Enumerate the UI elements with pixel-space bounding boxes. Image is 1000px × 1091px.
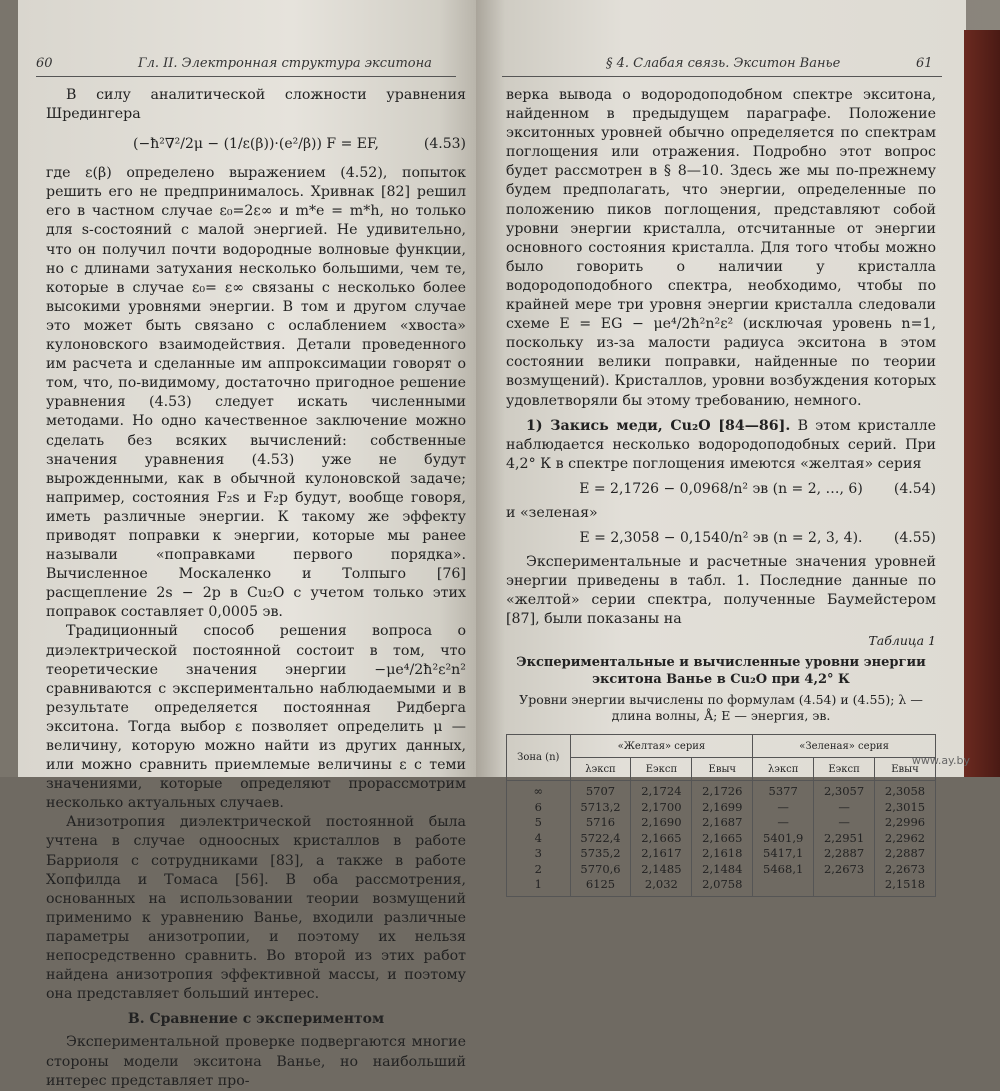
table-cell: 5	[534, 815, 542, 830]
table-cell: 2,1617	[641, 846, 682, 861]
header-e-calc: Eвыч	[692, 758, 753, 781]
table-cell: 5401,9	[763, 830, 804, 845]
zone-column	[507, 781, 571, 897]
table-header-row	[507, 735, 936, 758]
watermark: www.ay.by	[911, 754, 970, 767]
right-page	[476, 0, 966, 892]
energy-levels-table	[506, 734, 936, 897]
header-yellow-series: «Желтая» серия	[570, 735, 753, 758]
table-cell: 2,3015	[884, 799, 926, 814]
left-page	[18, 0, 476, 1089]
table-cell: 5716	[585, 815, 616, 830]
table-cell: 2,1700	[641, 799, 682, 814]
table-label: Таблица 1	[868, 633, 936, 649]
table-cell: 2,1690	[641, 815, 682, 830]
yellow-e-exp-column	[631, 781, 692, 897]
table-cell: 2,2996	[884, 815, 926, 830]
paragraph: Анизотропия диэлектрической постоянной была учтена в случае одноосных кристаллов в работе Барриоля с сотрудниками [83], а также в работе Хопфилда и Томаса [56]. В оба рассмотрения, основанных на использовании теории возмущений применимо к уравнению Ванье, входили различные параметры анизотропии, и поэтому их нельзя непосредственно сравнить. Во второй из этих работ найдена анизотропия эффективной массы, и поэтому она представляет больший интерес.	[46, 814, 466, 1003]
table-cell: 3	[534, 846, 542, 861]
running-head: § 4. Слабая связь. Экситон Ванье	[606, 56, 841, 71]
header-zone: Зона (n)	[507, 735, 571, 781]
right-body	[506, 86, 936, 629]
equation-number: (4.53)	[423, 136, 466, 153]
equation-text: (−ħ²∇²/2μ − (1/ε(β))·(e²/β)) F = EF,	[133, 136, 379, 153]
equation-4-53	[46, 124, 466, 164]
table-cell: 5735,2	[580, 846, 621, 861]
table-cell: ∞	[533, 784, 544, 799]
paragraph-text: В этом кристалле наблюдается несколько водородоподобных серий. При 4,2° К в спектре поглощения имеются «желтая» серия	[506, 417, 936, 472]
table-cell: 1	[534, 877, 542, 892]
paragraph: В силу аналитической сложности уравнения Шредингера	[46, 87, 466, 123]
green-e-calc-column	[875, 781, 936, 897]
green-lambda-column	[753, 781, 814, 897]
table-cell: —	[777, 815, 789, 830]
table-cell: 5468,1	[763, 861, 804, 876]
table-cell: 5722,4	[580, 830, 621, 845]
section-heading: В. Сравнение с экспериментом	[127, 1011, 385, 1028]
header-green-series: «Зеленая» серия	[753, 735, 936, 758]
equation-number: (4.54)	[893, 480, 936, 497]
equation-text: E = 2,3058 − 0,1540/n² эв (n = 2, 3, 4).	[579, 529, 863, 546]
table-subtitle: Уровни энергии вычислены по формулам (4.54) и (4.55); λ — длина волны, Å; E — энергия, эв.	[519, 692, 923, 724]
table-cell: 2,1665	[641, 830, 682, 845]
table-cell	[756, 877, 810, 893]
table-cell: 2	[534, 861, 542, 876]
table-cell: 2,3058	[884, 784, 926, 799]
table-cell: 2,1485	[641, 861, 682, 876]
table-cell: 2,032	[644, 877, 678, 892]
page-number: 61	[916, 56, 933, 71]
table-cell: 2,1484	[702, 861, 743, 876]
table-cell: 6125	[585, 877, 616, 892]
table-cell: 5713,2	[580, 799, 621, 814]
header-rule	[502, 76, 942, 77]
table-cell: 2,1518	[884, 877, 926, 892]
table-cell: 2,2673	[884, 861, 926, 876]
table-cell: 2,2962	[884, 830, 926, 845]
table-cell: 2,1726	[702, 784, 743, 799]
header-lambda: λэксп	[753, 758, 814, 781]
left-body	[46, 86, 466, 1091]
table-cell: 5417,1	[763, 846, 804, 861]
table-cell: 2,1687	[702, 815, 743, 830]
equation-number: (4.55)	[893, 529, 936, 546]
equation-4-54	[506, 474, 936, 504]
table-cell: 4	[534, 830, 542, 845]
header-e-exp: Eэксп	[814, 758, 875, 781]
running-head: Гл. II. Электронная структура экситона	[138, 56, 432, 71]
table-title: Экспериментальные и вычисленные уровни энергии экситона Ванье в Cu₂O при 4,2° К	[516, 655, 926, 688]
header-e-exp: Eэксп	[631, 758, 692, 781]
table-cell: 2,0758	[702, 877, 743, 892]
paragraph: и «зеленая»	[506, 504, 598, 521]
table-cell: —	[777, 799, 789, 814]
table-cell: —	[838, 799, 850, 814]
paragraph	[506, 417, 936, 474]
table-cell: 2,3057	[823, 784, 865, 799]
equation-4-55	[506, 523, 936, 553]
table-cell: 2,1699	[702, 799, 743, 814]
table-body-row	[507, 781, 936, 897]
paragraph: Экспериментальные и расчетные значения уровней энергии приведены в табл. 1. Последние данные по «желтой» серии спектра, полученные Баумейстером [87], были показаны на	[506, 553, 936, 628]
book-cover-edge	[964, 30, 1000, 777]
table-cell: 2,1665	[702, 830, 743, 845]
header-lambda: λэксп	[570, 758, 631, 781]
subsection-title: 1) Закись меди, Cu₂O [84—86].	[526, 417, 791, 434]
table-cell	[817, 877, 871, 893]
table-cell: 6	[534, 799, 542, 814]
table-cell: 2,2887	[884, 846, 926, 861]
table-cell: —	[838, 815, 850, 830]
paragraph: Традиционный способ решения вопроса о диэлектрической постоянной состоит в том, что теоретические значения энергии −μe⁴/2ħ²ε²n² сравниваются с экспериментально наблюдаемыми и в результате определяется постоянная Ридберга экситона. Тогда выбор ε позволяет определить μ — величину, которую можно найти из других данных, или можно сравнить приемлемые величины ε с теми значениями, которые определяют прорассмотрим несколько актуальных случаев.	[46, 623, 466, 812]
yellow-e-calc-column	[692, 781, 753, 897]
table-cell: 5377	[768, 784, 798, 799]
paragraph: верка вывода о водородоподобном спектре экситона, найденном в предыдущем параграфе. Положение экситонных уровней обычно определяется по спектрам поглощения или отражения. Подробно этот вопрос будет рассмотрен в § 8—10. Здесь же мы по-прежнему будем предполагать, что энергии, определенные по положению пиков поглощения, представляют собой уровни энергии кристалла, отсчитанные от энергии основного состояния кристалла. Для того чтобы можно было говорить о наличии у кристалла водородоподобного спектра, необходимо, чтобы по крайней мере три уровня энергии кристалла следовали схеме E = EG − μe⁴/2ħ²n²ε² (исключая уровень n=1, поскольку из-за малости радиуса экситона в этом состоянии велики поправки, найденные по теории возмущений). Кристаллов, уровни возбуждения которых удовлетворяли бы этому требованию, немного.	[506, 87, 936, 409]
header-rule	[36, 76, 456, 77]
table-cell: 2,2887	[823, 846, 865, 861]
paragraph: Экспериментальной проверке подвергаются многие стороны модели экситона Ванье, но наибольший интерес представляет про-	[46, 1034, 466, 1089]
table-subheader-row	[507, 758, 936, 781]
table-cell: 2,1724	[641, 784, 682, 799]
table-cell: 2,2673	[823, 861, 865, 876]
paragraph: где ε(β) определено выражением (4.52), попыток решить его не предпринималось. Хривнак [82] решил его в частном случае ε₀=2ε∞ и m*e = m*h, но только для s-состояний с малой энергией. Не удивительно, что он получил почти водородные волновые функции, но с длинами затухания несколько большими, чем те, которые в случае ε₀= ε∞ связаны с несколько более высокими уровнями энергии. В том и другом случае это может быть связано с ослаблением «хвоста» кулоновского взаимодействия. Детали проведенного им расчета и сделанные им аппроксимации говорят о том, что, по-видимому, достаточно пригодное решение уравнения (4.53) следует искать численными методами. Но одно качественное заключение можно сделать без всяких вычислений: собственные значения уравнения (4.53) уже не будут вырожденными, как в обычной кулоновской задаче; например, состояния F₂s и F₂p будут, вообще говоря, иметь различные энергии. К такому же эффекту приводят поправки к энергии, которые мы ранее называли «поправками первого порядка». Вычисленное Москаленко и Толпыго [76] расщепление 2s − 2p в Cu₂O с учетом только этих поправок составляет 0,0005 эв.	[46, 165, 466, 621]
header-e-calc: Eвыч	[875, 758, 936, 781]
table-cell: 2,1618	[702, 846, 743, 861]
green-e-exp-column	[814, 781, 875, 897]
yellow-lambda-column	[570, 781, 631, 897]
equation-text: E = 2,1726 − 0,0968/n² эв (n = 2, …, 6)	[579, 480, 863, 497]
table-cell: 2,2951	[823, 830, 865, 845]
table-cell: 5707	[585, 784, 616, 799]
table-cell: 5770,6	[580, 861, 621, 876]
page-number: 60	[36, 56, 53, 71]
